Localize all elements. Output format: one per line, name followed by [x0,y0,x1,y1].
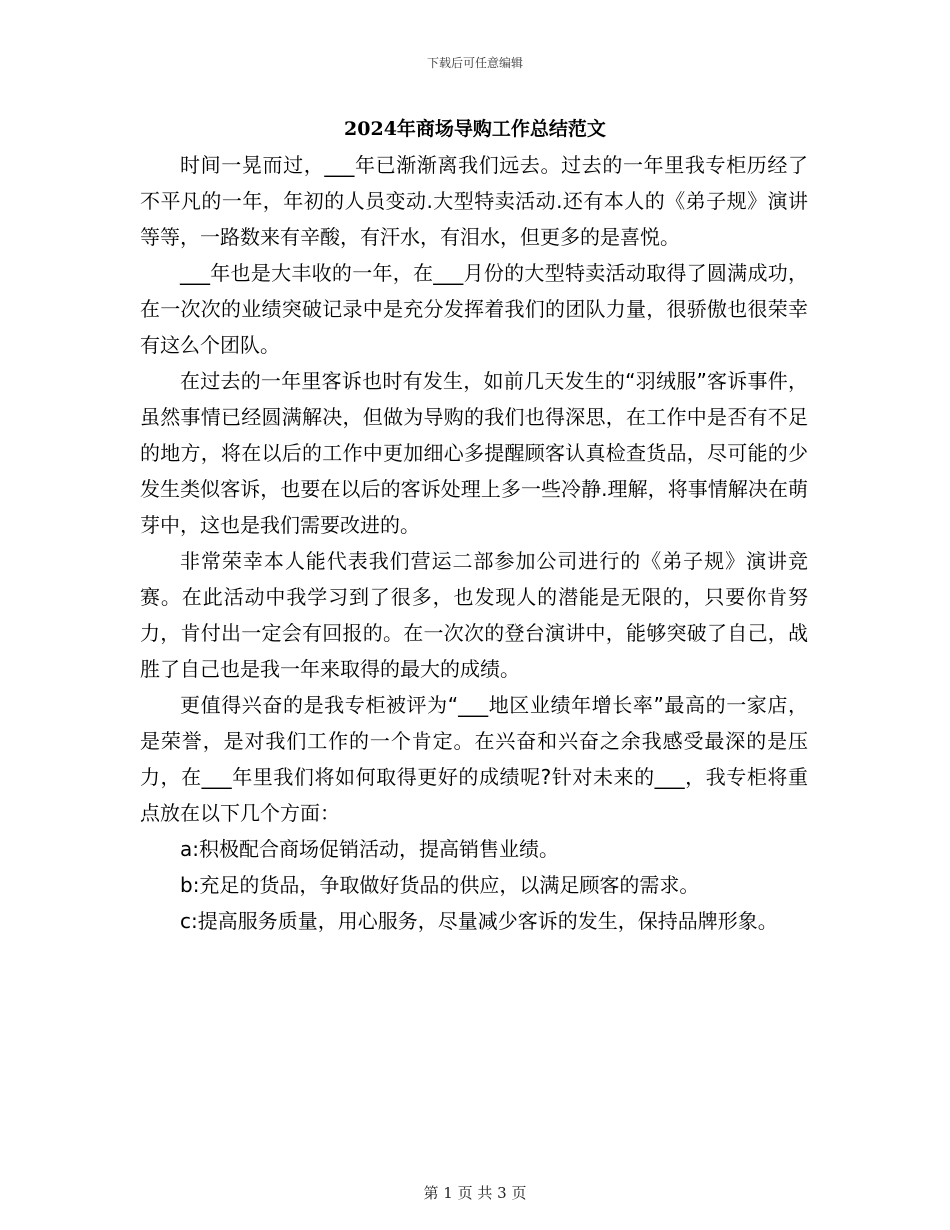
page-footer: 第 1 页 共 3 页 [423,1184,527,1202]
paragraph-5: 更值得兴奋的是我专柜被评为“___地区业绩年增长率”最高的一家店，是荣誉，是对我们工作的一个肯定。在兴奋和兴奋之余我感受最深的是压力，在___年里我们将如何取得更好的成绩呢?针对未来的___，我专柜将重点放在以下几个方面： [140,693,808,825]
paragraph-4: 非常荣幸本人能代表我们营运二部参加公司进行的《弟子规》演讲竞赛。在此活动中我学习到了很多，也发现人的潜能是无限的，只要你肯努力，肯付出一定会有回报的。在一次次的登台演讲中，能够突破了自己，战胜了自己也是我一年来取得的最大的成绩。 [140,549,808,681]
paragraph-3: 在过去的一年里客诉也时有发生，如前几天发生的“羽绒服”客诉事件，虽然事情已经圆满解决，但做为导购的我们也得深思，在工作中是否有不足的地方，将在以后的工作中更加细心多提醒顾客认真检查货品，尽可能的少发生类似客诉，也要在以后的客诉处理上多一些冷静.理解，将事情解决在萌芽中，这也是我们需要改进的。 [140,369,808,537]
header-note: 下载后可任意编辑 [426,56,523,70]
paragraph-2: ___年也是大丰收的一年，在___月份的大型特卖活动取得了圆满成功，在一次次的业绩突破记录中是充分发挥着我们的团队力量，很骄傲也很荣幸有这么个团队。 [140,261,808,357]
document-body [140,147,808,939]
list-item-b: b:充足的货品，争取做好货品的供应，以满足顾客的需求。 [180,873,700,897]
paragraph-1: 时间一晃而过，___年已渐渐离我们远去。过去的一年里我专柜历经了不平凡的一年，年初的人员变动.大型特卖活动.还有本人的《弟子规》演讲等等，一路数来有辛酸，有汗水，有泪水，但更多的是喜悦。 [140,153,808,249]
document-title: 2024年商场导购工作总结范文 [344,118,606,140]
list-item-c: c:提高服务质量，用心服务，尽量减少客诉的发生，保持品牌形象。 [180,909,778,933]
list-item-a: a:积极配合商场促销活动，提高销售业绩。 [180,837,559,861]
